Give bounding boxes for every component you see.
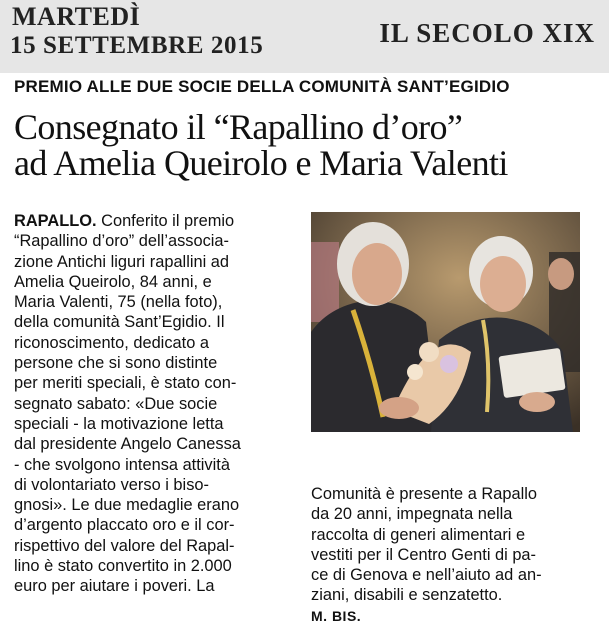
headline-line-2: ad Amelia Queirolo e Maria Valenti: [14, 143, 508, 183]
article-body-right: [311, 484, 601, 626]
background-face: [548, 258, 574, 290]
two-award-recipients-photo: [311, 212, 580, 432]
body-line: d’argento placcato oro e il cor-: [14, 516, 235, 535]
body-line: ce di Genova e nell’aiuto ad an-: [311, 566, 542, 585]
body-line: della comunità Sant’Egidio. Il: [14, 313, 225, 332]
dateline: RAPALLO.: [14, 212, 97, 230]
body-line: segnato sabato: «Due socie: [14, 394, 218, 413]
body-line: Comunità è presente a Rapallo: [311, 485, 537, 503]
award-plaque: [498, 348, 565, 398]
body-line: dal presidente Angelo Canessa: [14, 435, 241, 454]
body-line: lino è stato convertito in 2.000: [14, 557, 232, 576]
body-line: speciali - la motivazione letta: [14, 414, 224, 433]
newspaper-name: IL SECOLO XIX: [379, 18, 595, 48]
body-line: [14, 211, 304, 231]
right-woman-hands: [519, 392, 555, 412]
body-line: Maria Valenti, 75 (nella foto),: [14, 293, 223, 312]
article-kicker: PREMIO ALLE DUE SOCIE DELLA COMUNITÀ SANT’EGIDIO: [14, 77, 510, 96]
body-line: - che svolgono intensa attività: [14, 455, 230, 474]
masthead: [0, 0, 609, 73]
body-line: da 20 anni, impegnata nella: [311, 505, 513, 524]
body-line: vestiti per il Centro Genti di pa-: [311, 545, 537, 564]
flower: [419, 342, 439, 362]
left-woman-hands: [379, 397, 419, 419]
flower: [407, 364, 423, 380]
body-line-text: Conferito il premio: [96, 212, 235, 230]
author-signature: M. BIS.: [311, 607, 362, 624]
body-line: Amelia Queirolo, 84 anni, e: [14, 272, 212, 291]
photo-illustration: [311, 212, 580, 432]
body-line: “Rapallino d’oro” dell’associa-: [14, 232, 229, 251]
body-line: gnosi». Le due medaglie erano: [14, 496, 240, 515]
article-body-left: [14, 211, 304, 597]
flower: [440, 355, 458, 373]
right-woman-face: [480, 256, 526, 312]
body-line: per meriti speciali, è stato con-: [14, 374, 237, 393]
body-line: di volontariato verso i biso-: [14, 475, 209, 494]
body-line: zione Antichi liguri rapallini ad: [14, 252, 230, 271]
body-line: euro per aiutare i poveri. La: [14, 577, 215, 596]
article-headline: [14, 109, 508, 181]
headline-line-1: Consegnato il “Rapallino d’oro”: [14, 107, 463, 147]
body-line: riconoscimento, dedicato a: [14, 333, 209, 352]
masthead-day: MARTEDÌ: [12, 2, 141, 31]
body-line: persone che si sono distinte: [14, 354, 218, 373]
left-woman-face: [352, 243, 402, 305]
body-line: raccolta di generi alimentari e: [311, 525, 526, 544]
body-line: ziani, disabili e senzatetto.: [311, 586, 503, 605]
background-decoration: [311, 242, 339, 322]
body-line: rispettivo del valore del Rapal-: [14, 536, 235, 555]
masthead-date: 15 SETTEMBRE 2015: [10, 32, 264, 59]
